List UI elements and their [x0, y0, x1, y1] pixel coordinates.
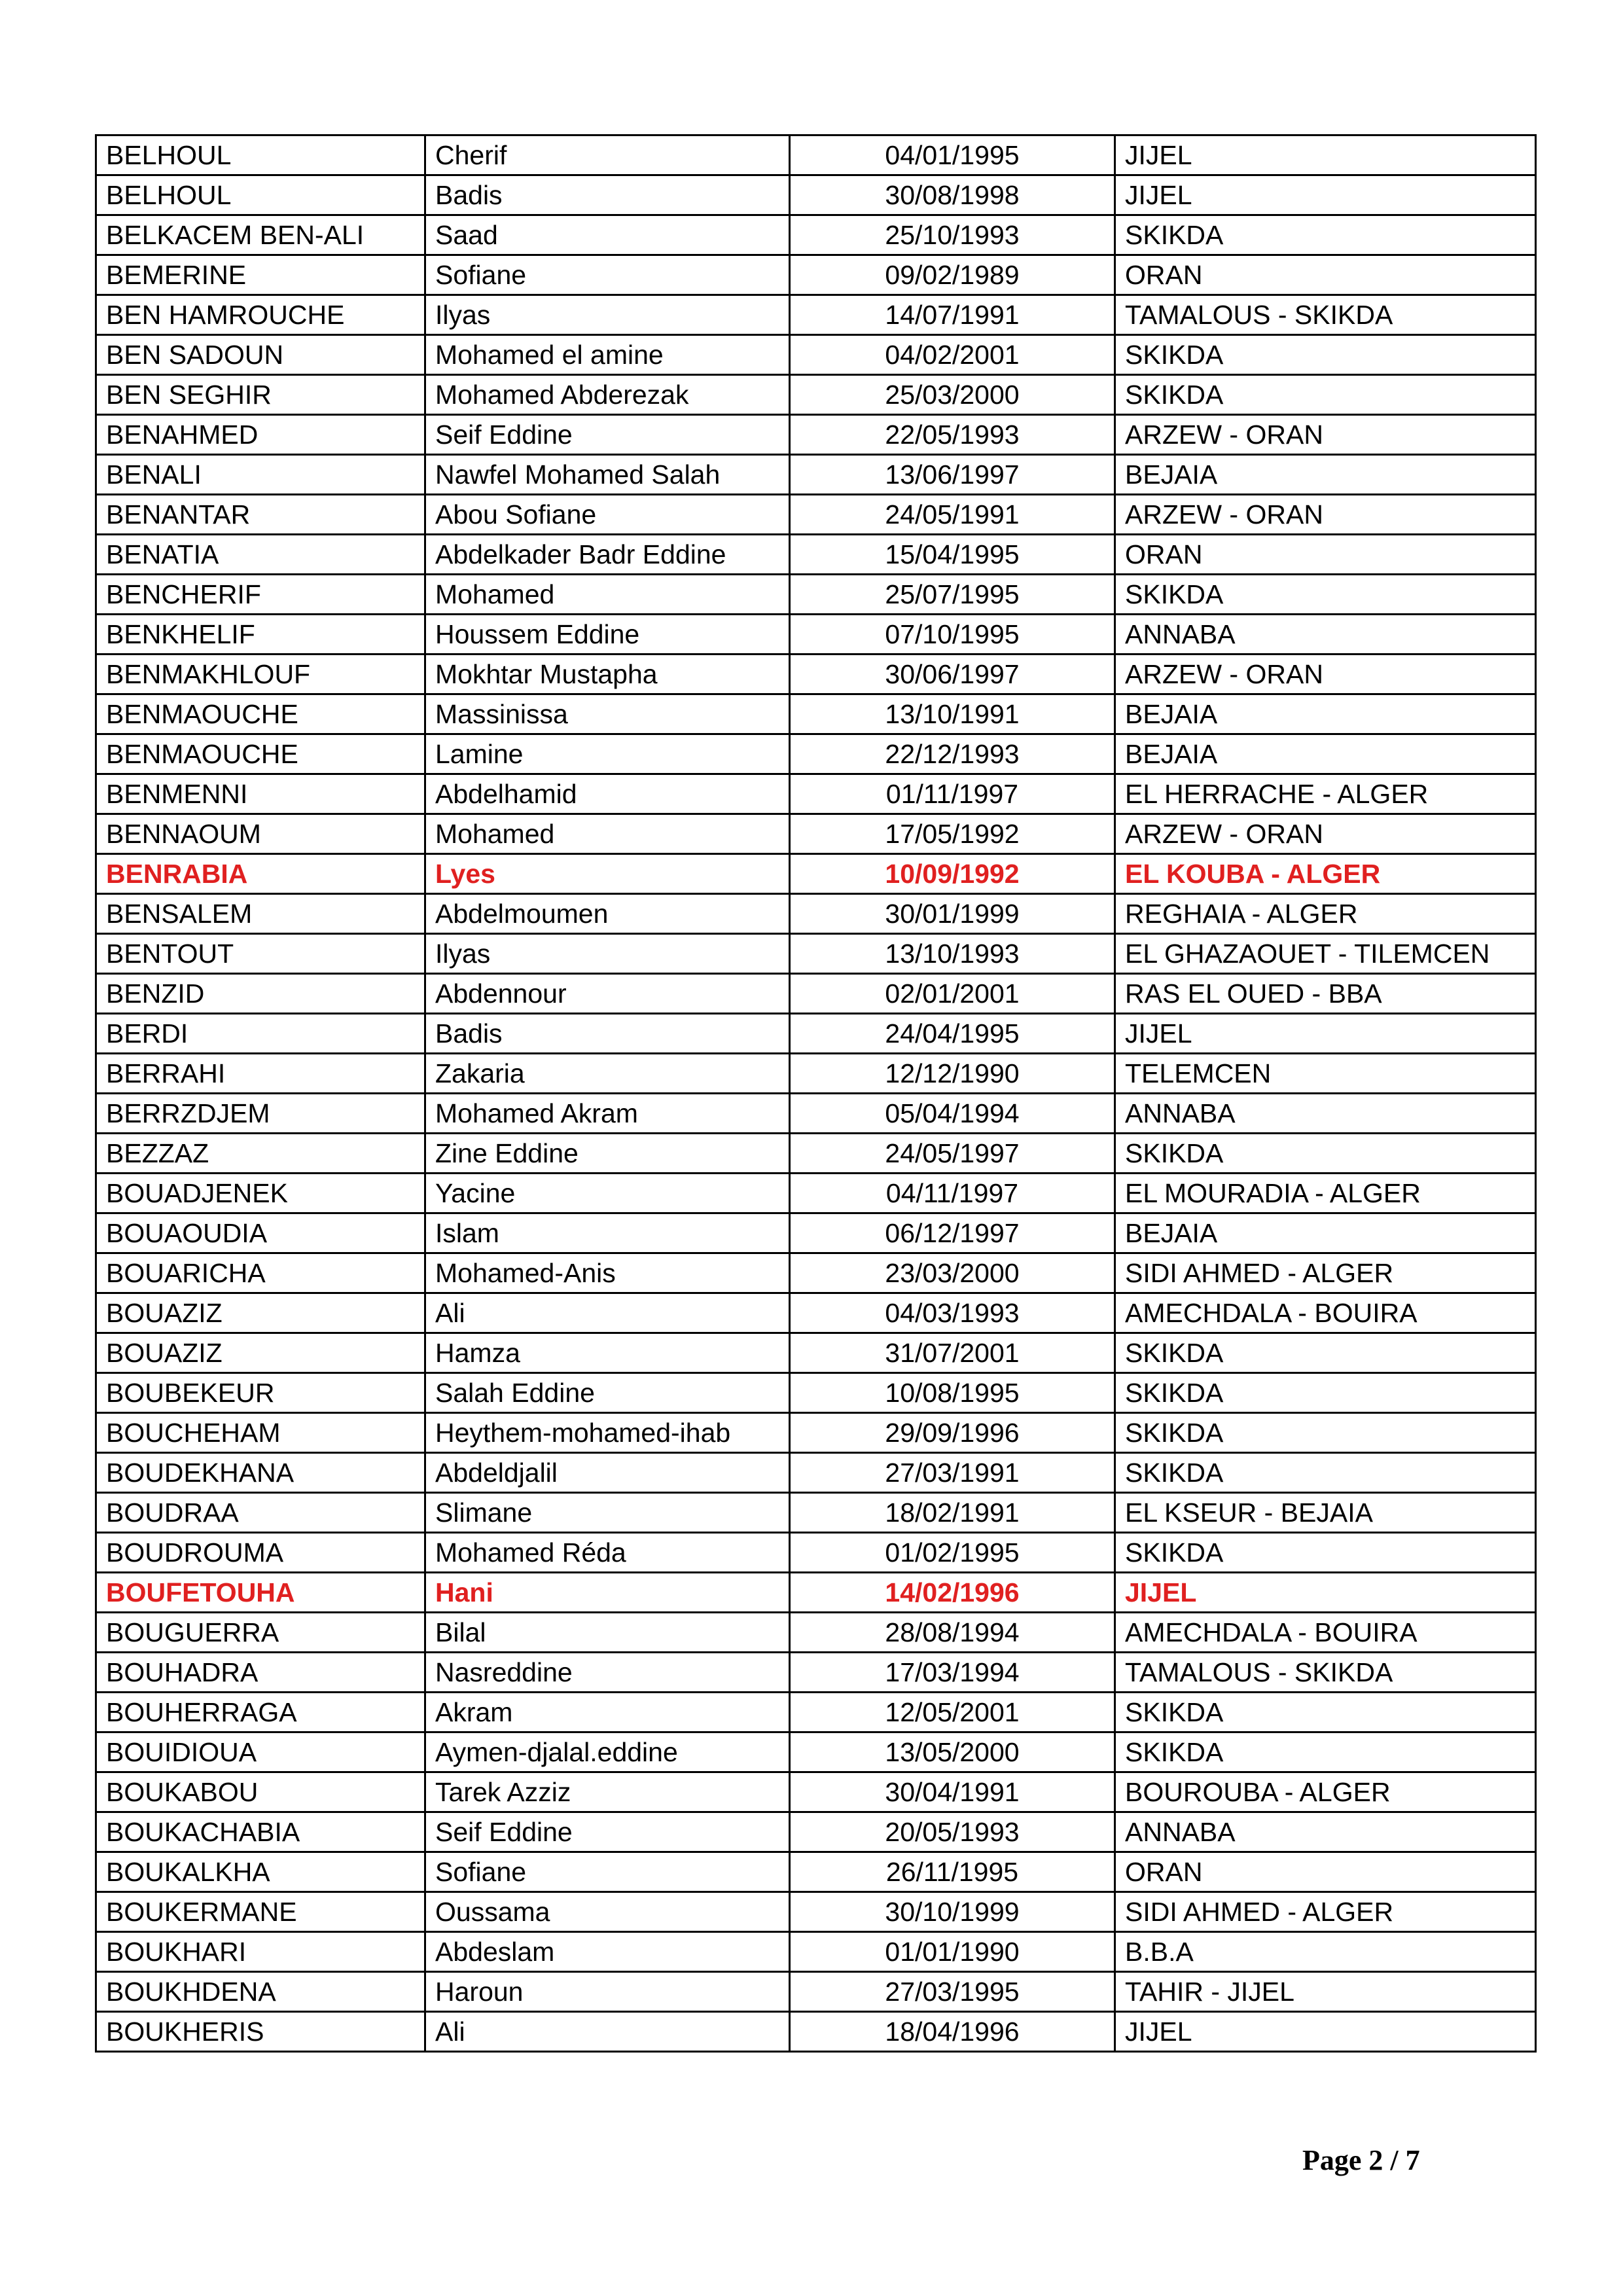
birth-place-cell: SKIKDA — [1115, 1533, 1536, 1573]
birth-place-cell: ARZEW - ORAN — [1115, 495, 1536, 535]
last-name-cell: BENRABIA — [96, 854, 425, 894]
birth-place-cell: ORAN — [1115, 535, 1536, 575]
birth-place-cell: SIDI AHMED - ALGER — [1115, 1253, 1536, 1293]
last-name-cell: BOUCHEHAM — [96, 1413, 425, 1453]
table-row — [96, 734, 1536, 774]
birth-place-cell: SKIKDA — [1115, 575, 1536, 615]
birth-date-cell: 06/12/1997 — [790, 1213, 1115, 1253]
participants-table — [95, 134, 1537, 2053]
birth-place-cell: BOUROUBA - ALGER — [1115, 1772, 1536, 1812]
table-row — [96, 255, 1536, 295]
first-name-cell: Abdeslam — [425, 1932, 790, 1972]
first-name-cell: Abdelkader Badr Eddine — [425, 535, 790, 575]
table-row — [96, 1373, 1536, 1413]
birth-date-cell: 30/01/1999 — [790, 894, 1115, 934]
birth-place-cell: BEJAIA — [1115, 734, 1536, 774]
first-name-cell: Zakaria — [425, 1054, 790, 1094]
table-row — [96, 1533, 1536, 1573]
last-name-cell: BELHOUL — [96, 175, 425, 215]
birth-date-cell: 27/03/1995 — [790, 1972, 1115, 2012]
last-name-cell: BENATIA — [96, 535, 425, 575]
first-name-cell: Mohamed Abderezak — [425, 375, 790, 415]
last-name-cell: BENMAOUCHE — [96, 694, 425, 734]
table-row — [96, 1772, 1536, 1812]
last-name-cell: BENMAKHLOUF — [96, 655, 425, 694]
last-name-cell: BOUIDIOUA — [96, 1732, 425, 1772]
first-name-cell: Abdelhamid — [425, 774, 790, 814]
first-name-cell: Salah Eddine — [425, 1373, 790, 1413]
last-name-cell: BOUAZIZ — [96, 1293, 425, 1333]
table-row — [96, 575, 1536, 615]
birth-date-cell: 25/07/1995 — [790, 575, 1115, 615]
birth-place-cell: TELEMCEN — [1115, 1054, 1536, 1094]
birth-place-cell: JIJEL — [1115, 135, 1536, 175]
birth-place-cell: RAS EL OUED - BBA — [1115, 974, 1536, 1014]
last-name-cell: BOUHADRA — [96, 1653, 425, 1693]
birth-date-cell: 24/04/1995 — [790, 1014, 1115, 1054]
birth-date-cell: 04/01/1995 — [790, 135, 1115, 175]
last-name-cell: BOUBEKEUR — [96, 1373, 425, 1413]
birth-place-cell: TAMALOUS - SKIKDA — [1115, 1653, 1536, 1693]
first-name-cell: Ilyas — [425, 295, 790, 335]
first-name-cell: Mokhtar Mustapha — [425, 655, 790, 694]
birth-place-cell: SKIKDA — [1115, 1134, 1536, 1174]
birth-place-cell: B.B.A — [1115, 1932, 1536, 1972]
birth-date-cell: 01/11/1997 — [790, 774, 1115, 814]
table-row — [96, 1732, 1536, 1772]
first-name-cell: Cherif — [425, 135, 790, 175]
birth-place-cell: ORAN — [1115, 1852, 1536, 1892]
birth-date-cell: 01/02/1995 — [790, 1533, 1115, 1573]
first-name-cell: Aymen-djalal.eddine — [425, 1732, 790, 1772]
last-name-cell: BOUAOUDIA — [96, 1213, 425, 1253]
birth-place-cell: SKIKDA — [1115, 1693, 1536, 1732]
table-row — [96, 934, 1536, 974]
birth-date-cell: 13/10/1991 — [790, 694, 1115, 734]
last-name-cell: BEN HAMROUCHE — [96, 295, 425, 335]
birth-place-cell: JIJEL — [1115, 175, 1536, 215]
first-name-cell: Abou Sofiane — [425, 495, 790, 535]
first-name-cell: Islam — [425, 1213, 790, 1253]
table-row — [96, 1213, 1536, 1253]
table-row — [96, 1094, 1536, 1134]
last-name-cell: BERDI — [96, 1014, 425, 1054]
table-row — [96, 1014, 1536, 1054]
table-row — [96, 455, 1536, 495]
first-name-cell: Oussama — [425, 1892, 790, 1932]
birth-place-cell: EL MOURADIA - ALGER — [1115, 1174, 1536, 1213]
last-name-cell: BENSALEM — [96, 894, 425, 934]
birth-place-cell: AMECHDALA - BOUIRA — [1115, 1293, 1536, 1333]
last-name-cell: BERRAHI — [96, 1054, 425, 1094]
birth-date-cell: 17/05/1992 — [790, 814, 1115, 854]
birth-date-cell: 18/02/1991 — [790, 1493, 1115, 1533]
table-row — [96, 1253, 1536, 1293]
birth-place-cell: ANNABA — [1115, 1812, 1536, 1852]
birth-place-cell: BEJAIA — [1115, 455, 1536, 495]
birth-date-cell: 23/03/2000 — [790, 1253, 1115, 1293]
table-row — [96, 894, 1536, 934]
last-name-cell: BOUKHDENA — [96, 1972, 425, 2012]
birth-place-cell: JIJEL — [1115, 2012, 1536, 2052]
first-name-cell: Massinissa — [425, 694, 790, 734]
table-row — [96, 335, 1536, 375]
birth-place-cell: EL KSEUR - BEJAIA — [1115, 1493, 1536, 1533]
last-name-cell: BOUDROUMA — [96, 1533, 425, 1573]
table-row-highlighted — [96, 1573, 1536, 1613]
birth-date-cell: 30/08/1998 — [790, 175, 1115, 215]
last-name-cell: BENZID — [96, 974, 425, 1014]
table-row — [96, 135, 1536, 175]
birth-place-cell: JIJEL — [1115, 1014, 1536, 1054]
birth-date-cell: 28/08/1994 — [790, 1613, 1115, 1653]
table-row — [96, 774, 1536, 814]
last-name-cell: BEN SEGHIR — [96, 375, 425, 415]
table-row — [96, 1892, 1536, 1932]
page-number: Page 2 / 7 — [1302, 2144, 1420, 2176]
birth-date-cell: 01/01/1990 — [790, 1932, 1115, 1972]
table-row — [96, 1453, 1536, 1493]
last-name-cell: BOUAZIZ — [96, 1333, 425, 1373]
table-row — [96, 495, 1536, 535]
birth-date-cell: 05/04/1994 — [790, 1094, 1115, 1134]
first-name-cell: Yacine — [425, 1174, 790, 1213]
birth-date-cell: 07/10/1995 — [790, 615, 1115, 655]
last-name-cell: BOUKALKHA — [96, 1852, 425, 1892]
table-row — [96, 1493, 1536, 1533]
birth-date-cell: 13/10/1993 — [790, 934, 1115, 974]
birth-place-cell: ARZEW - ORAN — [1115, 415, 1536, 455]
table-row — [96, 1653, 1536, 1693]
last-name-cell: BOUKABOU — [96, 1772, 425, 1812]
birth-place-cell: EL KOUBA - ALGER — [1115, 854, 1536, 894]
birth-place-cell: ARZEW - ORAN — [1115, 655, 1536, 694]
first-name-cell: Haroun — [425, 1972, 790, 2012]
table-row — [96, 655, 1536, 694]
first-name-cell: Lamine — [425, 734, 790, 774]
birth-place-cell: SKIKDA — [1115, 1732, 1536, 1772]
last-name-cell: BENAHMED — [96, 415, 425, 455]
last-name-cell: BENALI — [96, 455, 425, 495]
last-name-cell: BELKACEM BEN-ALI — [96, 215, 425, 255]
first-name-cell: Bilal — [425, 1613, 790, 1653]
last-name-cell: BOUARICHA — [96, 1253, 425, 1293]
table-row — [96, 1174, 1536, 1213]
birth-date-cell: 15/04/1995 — [790, 535, 1115, 575]
first-name-cell: Nawfel Mohamed Salah — [425, 455, 790, 495]
table-row — [96, 1333, 1536, 1373]
birth-date-cell: 25/10/1993 — [790, 215, 1115, 255]
last-name-cell: BENCHERIF — [96, 575, 425, 615]
first-name-cell: Mohamed — [425, 575, 790, 615]
birth-date-cell: 04/11/1997 — [790, 1174, 1115, 1213]
table-row — [96, 375, 1536, 415]
table-row — [96, 974, 1536, 1014]
first-name-cell: Slimane — [425, 1493, 790, 1533]
birth-date-cell: 30/06/1997 — [790, 655, 1115, 694]
first-name-cell: Ilyas — [425, 934, 790, 974]
first-name-cell: Abdelmoumen — [425, 894, 790, 934]
birth-place-cell: TAMALOUS - SKIKDA — [1115, 295, 1536, 335]
birth-place-cell: SKIKDA — [1115, 375, 1536, 415]
last-name-cell: BENANTAR — [96, 495, 425, 535]
last-name-cell: BEZZAZ — [96, 1134, 425, 1174]
birth-place-cell: BEJAIA — [1115, 694, 1536, 734]
table-row — [96, 1134, 1536, 1174]
table-row — [96, 615, 1536, 655]
last-name-cell: BOUHERRAGA — [96, 1693, 425, 1732]
birth-place-cell: SIDI AHMED - ALGER — [1115, 1892, 1536, 1932]
last-name-cell: BELHOUL — [96, 135, 425, 175]
first-name-cell: Akram — [425, 1693, 790, 1732]
birth-date-cell: 27/03/1991 — [790, 1453, 1115, 1493]
birth-date-cell: 30/04/1991 — [790, 1772, 1115, 1812]
first-name-cell: Mohamed Réda — [425, 1533, 790, 1573]
first-name-cell: Seif Eddine — [425, 1812, 790, 1852]
first-name-cell: Mohamed el amine — [425, 335, 790, 375]
last-name-cell: BENKHELIF — [96, 615, 425, 655]
table-row — [96, 694, 1536, 734]
birth-date-cell: 14/07/1991 — [790, 295, 1115, 335]
first-name-cell: Badis — [425, 1014, 790, 1054]
table-row — [96, 1812, 1536, 1852]
birth-date-cell: 24/05/1991 — [790, 495, 1115, 535]
birth-date-cell: 14/02/1996 — [790, 1573, 1115, 1613]
table-row — [96, 215, 1536, 255]
first-name-cell: Lyes — [425, 854, 790, 894]
first-name-cell: Tarek Azziz — [425, 1772, 790, 1812]
birth-date-cell: 17/03/1994 — [790, 1653, 1115, 1693]
last-name-cell: BEMERINE — [96, 255, 425, 295]
first-name-cell: Houssem Eddine — [425, 615, 790, 655]
birth-date-cell: 13/05/2000 — [790, 1732, 1115, 1772]
table-row — [96, 814, 1536, 854]
last-name-cell: BERRZDJEM — [96, 1094, 425, 1134]
birth-date-cell: 12/12/1990 — [790, 1054, 1115, 1094]
last-name-cell: BOUFETOUHA — [96, 1573, 425, 1613]
first-name-cell: Abdeldjalil — [425, 1453, 790, 1493]
last-name-cell: BOUDEKHANA — [96, 1453, 425, 1493]
last-name-cell: BOUKHARI — [96, 1932, 425, 1972]
table-row-highlighted — [96, 854, 1536, 894]
birth-place-cell: ANNABA — [1115, 1094, 1536, 1134]
birth-date-cell: 30/10/1999 — [790, 1892, 1115, 1932]
participants-table-body — [96, 135, 1536, 2052]
birth-place-cell: SKIKDA — [1115, 1333, 1536, 1373]
birth-place-cell: SKIKDA — [1115, 335, 1536, 375]
birth-date-cell: 10/08/1995 — [790, 1373, 1115, 1413]
table-row — [96, 2012, 1536, 2052]
birth-place-cell: SKIKDA — [1115, 1413, 1536, 1453]
table-row — [96, 1693, 1536, 1732]
table-row — [96, 1413, 1536, 1453]
birth-place-cell: SKIKDA — [1115, 1453, 1536, 1493]
birth-date-cell: 25/03/2000 — [790, 375, 1115, 415]
birth-date-cell: 02/01/2001 — [790, 974, 1115, 1014]
birth-date-cell: 09/02/1989 — [790, 255, 1115, 295]
birth-date-cell: 31/07/2001 — [790, 1333, 1115, 1373]
birth-date-cell: 20/05/1993 — [790, 1812, 1115, 1852]
first-name-cell: Abdennour — [425, 974, 790, 1014]
birth-date-cell: 04/02/2001 — [790, 335, 1115, 375]
first-name-cell: Sofiane — [425, 1852, 790, 1892]
first-name-cell: Sofiane — [425, 255, 790, 295]
first-name-cell: Ali — [425, 1293, 790, 1333]
last-name-cell: BOUADJENEK — [96, 1174, 425, 1213]
first-name-cell: Hamza — [425, 1333, 790, 1373]
table-row — [96, 1932, 1536, 1972]
first-name-cell: Badis — [425, 175, 790, 215]
last-name-cell: BOUKHERIS — [96, 2012, 425, 2052]
table-row — [96, 175, 1536, 215]
birth-date-cell: 18/04/1996 — [790, 2012, 1115, 2052]
first-name-cell: Nasreddine — [425, 1653, 790, 1693]
birth-date-cell: 24/05/1997 — [790, 1134, 1115, 1174]
last-name-cell: BENNAOUM — [96, 814, 425, 854]
table-row — [96, 295, 1536, 335]
first-name-cell: Ali — [425, 2012, 790, 2052]
birth-date-cell: 26/11/1995 — [790, 1852, 1115, 1892]
birth-date-cell: 29/09/1996 — [790, 1413, 1115, 1453]
first-name-cell: Seif Eddine — [425, 415, 790, 455]
last-name-cell: BOUGUERRA — [96, 1613, 425, 1653]
birth-place-cell: EL HERRACHE - ALGER — [1115, 774, 1536, 814]
first-name-cell: Zine Eddine — [425, 1134, 790, 1174]
table-row — [96, 1054, 1536, 1094]
first-name-cell: Mohamed-Anis — [425, 1253, 790, 1293]
birth-date-cell: 22/12/1993 — [790, 734, 1115, 774]
last-name-cell: BOUKACHABIA — [96, 1812, 425, 1852]
last-name-cell: BEN SADOUN — [96, 335, 425, 375]
last-name-cell: BENTOUT — [96, 934, 425, 974]
first-name-cell: Hani — [425, 1573, 790, 1613]
table-row — [96, 1293, 1536, 1333]
last-name-cell: BENMENNI — [96, 774, 425, 814]
last-name-cell: BOUKERMANE — [96, 1892, 425, 1932]
table-row — [96, 1613, 1536, 1653]
birth-date-cell: 04/03/1993 — [790, 1293, 1115, 1333]
birth-place-cell: JIJEL — [1115, 1573, 1536, 1613]
birth-date-cell: 10/09/1992 — [790, 854, 1115, 894]
last-name-cell: BENMAOUCHE — [96, 734, 425, 774]
birth-place-cell: ARZEW - ORAN — [1115, 814, 1536, 854]
birth-place-cell: REGHAIA - ALGER — [1115, 894, 1536, 934]
table-row — [96, 1972, 1536, 2012]
birth-place-cell: SKIKDA — [1115, 215, 1536, 255]
birth-date-cell: 12/05/2001 — [790, 1693, 1115, 1732]
table-row — [96, 535, 1536, 575]
birth-date-cell: 22/05/1993 — [790, 415, 1115, 455]
birth-place-cell: ORAN — [1115, 255, 1536, 295]
first-name-cell: Saad — [425, 215, 790, 255]
birth-place-cell: ANNABA — [1115, 615, 1536, 655]
birth-place-cell: TAHIR - JIJEL — [1115, 1972, 1536, 2012]
first-name-cell: Heythem-mohamed-ihab — [425, 1413, 790, 1453]
first-name-cell: Mohamed — [425, 814, 790, 854]
first-name-cell: Mohamed Akram — [425, 1094, 790, 1134]
table-row — [96, 1852, 1536, 1892]
birth-place-cell: BEJAIA — [1115, 1213, 1536, 1253]
birth-date-cell: 13/06/1997 — [790, 455, 1115, 495]
table-row — [96, 415, 1536, 455]
last-name-cell: BOUDRAA — [96, 1493, 425, 1533]
birth-place-cell: AMECHDALA - BOUIRA — [1115, 1613, 1536, 1653]
birth-place-cell: SKIKDA — [1115, 1373, 1536, 1413]
birth-place-cell: EL GHAZAOUET - TILEMCEN — [1115, 934, 1536, 974]
